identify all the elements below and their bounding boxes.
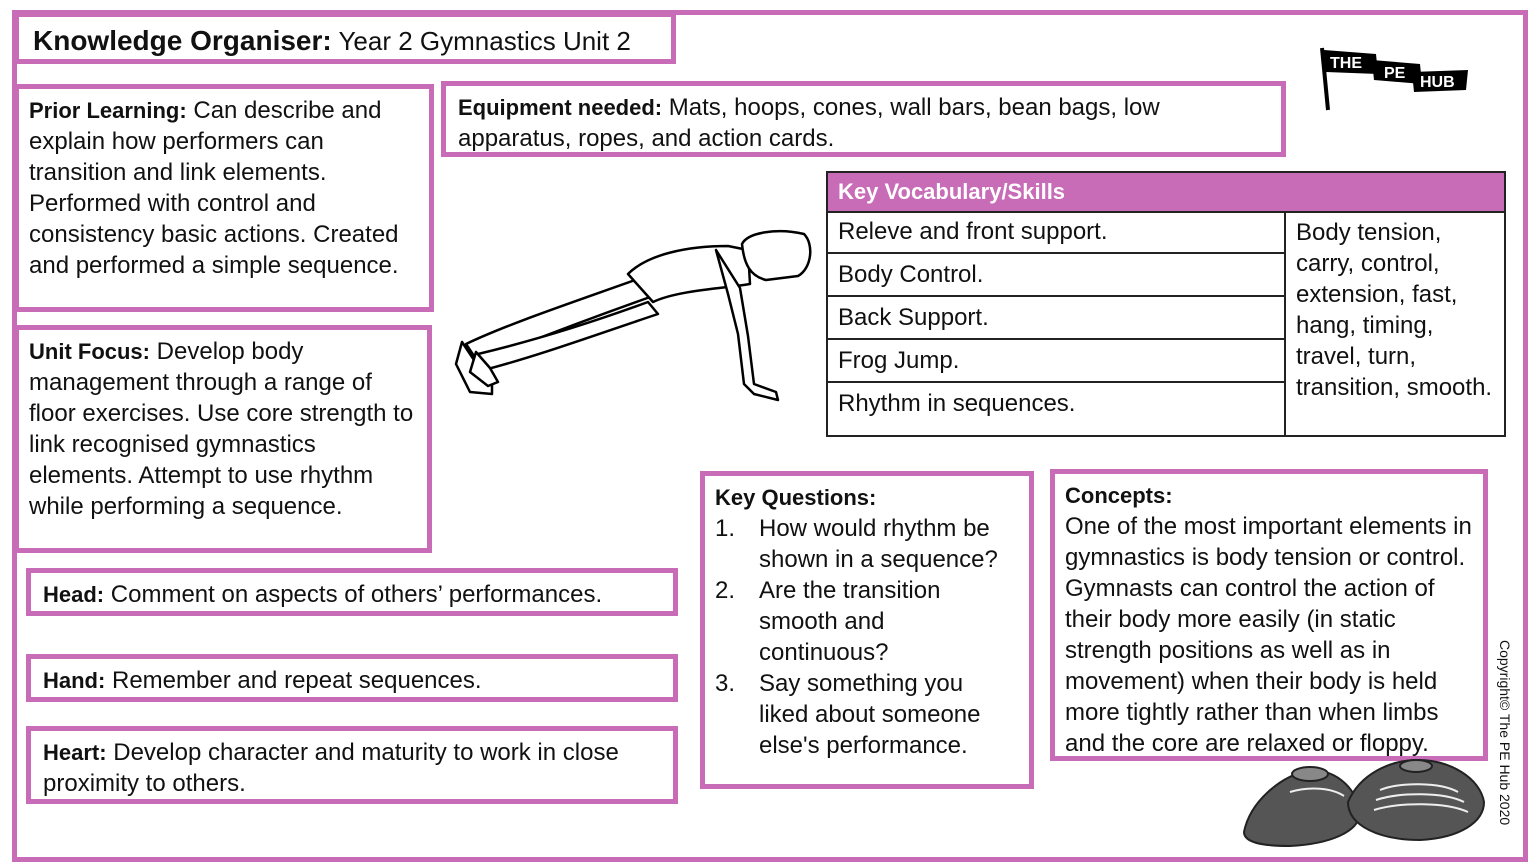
heart-text: Develop character and maturity to work in close proximity to others.	[43, 739, 619, 797]
equipment-box	[441, 81, 1286, 157]
skills-column	[828, 211, 1284, 424]
prior-learning-box	[14, 84, 434, 312]
head-box	[26, 568, 678, 616]
hand-text: Remember and repeat sequences.	[105, 667, 482, 694]
unit-focus-box	[14, 325, 432, 553]
heart-box	[26, 726, 678, 804]
skill-row: Back Support.	[828, 297, 1284, 340]
question-text: How would rhythm be shown in a sequence?	[759, 515, 998, 573]
equipment-text: Mats, hoops, cones, wall bars, bean bags, low apparatus, ropes, and action cards.	[458, 94, 1160, 152]
focus-label: Unit Focus:	[29, 339, 150, 364]
question-number: 3.	[715, 670, 736, 697]
concepts-label: Concepts:	[1065, 483, 1173, 508]
key-vocabulary-table	[826, 171, 1506, 437]
question-item	[715, 668, 1019, 761]
hand-label: Hand:	[43, 668, 106, 693]
pe-hub-logo	[1316, 44, 1476, 114]
head-text: Comment on aspects of others’ performances.	[104, 581, 603, 608]
logo-pe: PE	[1384, 65, 1406, 82]
question-number: 1.	[715, 515, 736, 542]
skill-row: Frog Jump.	[828, 340, 1284, 383]
vocab-words: Body tension, carry, control, extension, fast, hang, timing, travel, turn, transition, smooth.	[1284, 211, 1504, 435]
focus-text: Develop body management through a range of floor exercises. Use core strength to link recognised gymnastics elements. Attempt to use rhythm while performing a sequence.	[29, 338, 414, 520]
questions-list	[715, 513, 1019, 761]
prior-label: Prior Learning:	[29, 98, 187, 123]
copyright-note	[1492, 638, 1516, 842]
question-number: 2.	[715, 577, 736, 604]
question-text: Are the transition smooth and continuous?	[759, 577, 941, 666]
logo-hub: HUB	[1420, 74, 1455, 91]
title-rest: Year 2 Gymnastics Unit 2	[331, 26, 631, 56]
skill-row: Rhythm in sequences.	[838, 390, 1076, 417]
key-questions-box	[700, 471, 1034, 789]
equipment-label: Equipment needed:	[458, 95, 663, 120]
concepts-text: One of the most important elements in gymnastics is body tension or control. Gymnasts can control the action of their body more easily (in static strength positions as well as in movement) when their body is held more tightly rather than when limbs and the core are relaxed or floppy.	[1065, 513, 1472, 757]
vocab-header: Key Vocabulary/Skills	[828, 173, 1504, 213]
marker-cones-illustration	[1240, 752, 1490, 848]
skill-row: Releve and front support.	[828, 211, 1284, 254]
prior-text: Can describe and explain how performers can transition and link elements. Performed with control and consistency basic actions. Created and performed a simple sequence.	[29, 97, 399, 279]
plank-gymnast-illustration	[448, 224, 818, 414]
heart-label: Heart:	[43, 740, 107, 765]
page-title	[14, 12, 676, 64]
copyright-text: Copyright© The PE Hub 2020	[1497, 640, 1513, 826]
head-label: Head:	[43, 582, 105, 607]
concepts-box	[1050, 469, 1488, 761]
question-item	[715, 513, 1019, 575]
question-text: Say something you liked about someone else's performance.	[759, 670, 981, 759]
questions-label: Key Questions:	[715, 485, 877, 510]
title-bold: Knowledge Organiser:	[33, 25, 332, 56]
logo-the: THE	[1330, 55, 1362, 72]
skill-row: Body Control.	[828, 254, 1284, 297]
hand-box	[26, 654, 678, 702]
question-item	[715, 575, 1019, 668]
